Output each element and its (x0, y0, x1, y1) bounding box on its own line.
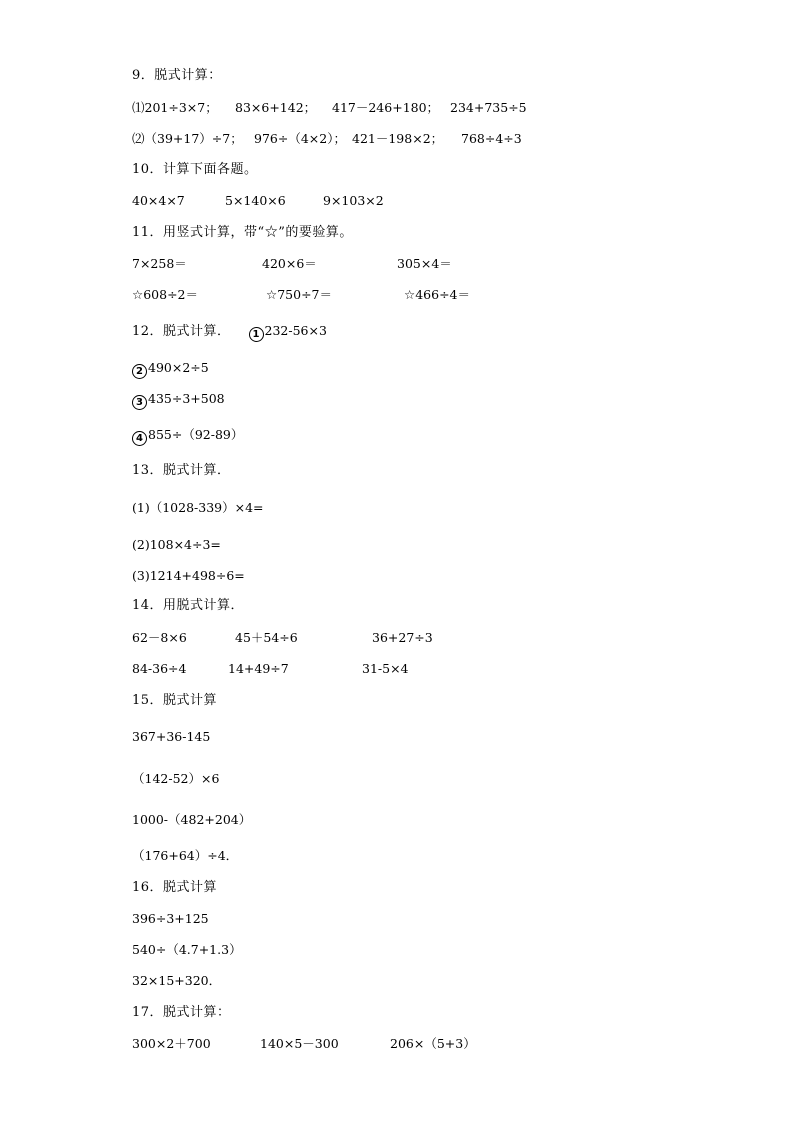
q11-expr-2-1: ☆608÷2＝ (132, 287, 198, 302)
q11-title: 11．用竖式计算，带“☆”的要验算。 (132, 225, 353, 240)
q14-expr-1-1: 62－8×6 (132, 630, 187, 645)
q14-expr-1-2: 45＋54÷6 (235, 630, 298, 645)
circled-number-icon: 2 (132, 364, 147, 379)
q12-expr-4: 855÷（92-89） (148, 427, 244, 442)
q13-title: 13．脱式计算． (132, 463, 231, 478)
q11-expr-1-3: 305×4＝ (397, 256, 452, 271)
q11-expr-1-1: 7×258＝ (132, 256, 187, 271)
q16-expr-1: 396÷3+125 (132, 911, 209, 926)
q12-title: 12．脱式计算． (132, 324, 231, 339)
q9-expr-1-2: 83×6+142； (235, 100, 317, 115)
q9-expr-2-2: 976÷（4×2）； (254, 131, 346, 146)
q14-title: 14．用脱式计算． (132, 598, 245, 613)
circled-number-icon: 1 (249, 327, 264, 342)
q15-expr-3: 1000-（482+204） (132, 812, 252, 827)
q9-expr-1-1: ⑴201÷3×7； (132, 100, 218, 115)
q17-expr-3: 206×（5+3） (390, 1036, 476, 1051)
q10-expr-3: 9×103×2 (323, 193, 384, 208)
q10-expr-1: 40×4×7 (132, 193, 185, 208)
q15-expr-2: （142-52）×6 (132, 771, 220, 786)
q12-expr-1: 232-56×3 (264, 323, 327, 338)
q9-expr-2-4: 768÷4÷3 (461, 131, 522, 146)
q15-expr-1: 367+36-145 (132, 729, 211, 744)
q9-title: 9．脱式计算： (132, 68, 222, 83)
q17-expr-2: 140×5－300 (260, 1036, 339, 1051)
q12-line-4 (132, 427, 243, 446)
circled-number-icon: 3 (132, 395, 147, 410)
q15-title: 15．脱式计算 (132, 693, 218, 708)
q17-title: 17．脱式计算： (132, 1005, 231, 1020)
q10-expr-2: 5×140×6 (225, 193, 286, 208)
q11-expr-2-2: ☆750÷7＝ (266, 287, 332, 302)
q16-expr-2: 540÷（4.7+1.3） (132, 942, 242, 957)
q13-expr-2: (2)108×4÷3= (132, 537, 221, 552)
q9-expr-1-3: 417－246+180； (332, 100, 440, 115)
q13-expr-3: (3)1214+498÷6= (132, 568, 245, 583)
q9-expr-2-1: ⑵（39+17）÷7； (132, 131, 243, 146)
q16-expr-3: 32×15+320． (132, 973, 222, 988)
q14-expr-2-3: 31-5×4 (362, 661, 409, 676)
q16-title: 16．脱式计算 (132, 880, 218, 895)
q14-expr-2-2: 14+49÷7 (228, 661, 289, 676)
q12-line-3 (132, 391, 225, 410)
q12-expr-2: 490×2÷5 (148, 360, 209, 375)
q12-expr-3: 435÷3+508 (148, 391, 225, 406)
q11-expr-2-3: ☆466÷4＝ (404, 287, 470, 302)
q9-expr-1-4: 234+735÷5 (450, 100, 527, 115)
q10-title: 10．计算下面各题。 (132, 162, 258, 177)
q14-expr-2-1: 84-36÷4 (132, 661, 187, 676)
q17-expr-1: 300×2＋700 (132, 1036, 211, 1051)
q14-expr-1-3: 36+27÷3 (372, 630, 433, 645)
q12-line-1 (132, 323, 327, 342)
q13-expr-1: (1)（1028-339）×4= (132, 500, 264, 515)
q9-expr-2-3: 421－198×2； (352, 131, 444, 146)
q15-expr-4: （176+64）÷4． (132, 848, 239, 863)
circled-number-icon: 4 (132, 431, 147, 446)
q11-expr-1-2: 420×6＝ (262, 256, 317, 271)
q12-line-2 (132, 360, 209, 379)
